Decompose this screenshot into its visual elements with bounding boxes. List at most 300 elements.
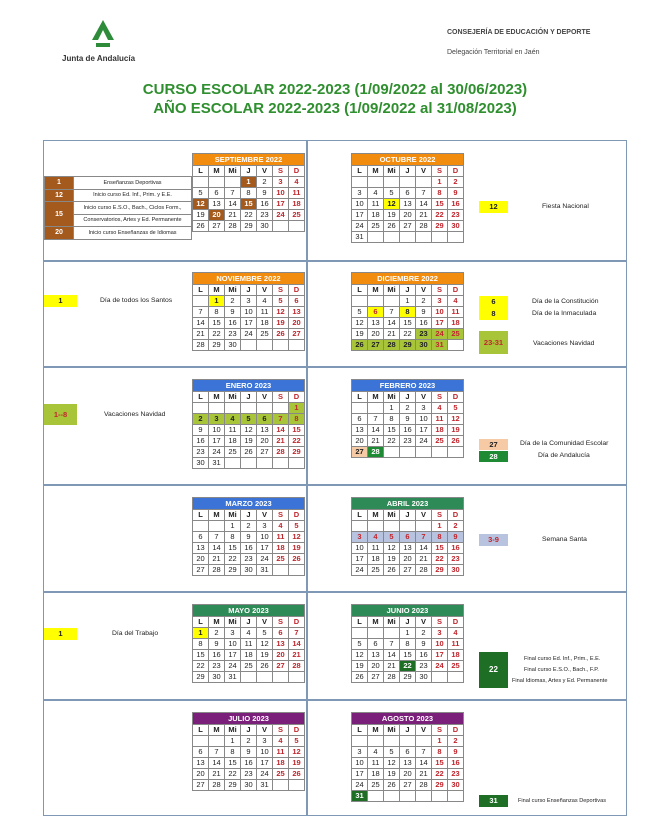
day-cell: 20 [257,436,273,447]
day-cell: 29 [225,565,241,576]
weekday-header: S [432,617,448,628]
day-cell: 17 [257,758,273,769]
day-cell: 5 [257,628,273,639]
day-cell: 29 [432,221,448,232]
day-cell: 22 [289,436,305,447]
day-cell: 7 [289,628,305,639]
weekday-header: M [209,285,225,296]
legend-number: 20 [45,227,74,240]
day-cell: 12 [241,425,257,436]
day-cell: 15 [193,650,209,661]
day-cell: 13 [400,199,416,210]
day-cell: 5 [289,521,305,532]
day-cell: 3 [432,628,448,639]
day-cell: 23 [448,769,464,780]
day-cell: 26 [273,329,289,340]
weekday-header: M [209,392,225,403]
day-cell: 4 [368,188,384,199]
day-cell: 6 [400,188,416,199]
day-cell: 15 [432,199,448,210]
day-cell: 17 [352,554,368,565]
day-cell: 11 [225,425,241,436]
event-badge: 3-9 [479,534,508,546]
weekday-header: J [241,725,257,736]
legend-number: 12 [45,189,74,202]
day-cell: 20 [193,769,209,780]
day-cell: 29 [432,565,448,576]
empty-cell [368,628,384,639]
day-cell: 7 [209,747,225,758]
empty-cell [368,736,384,747]
weekday-header: J [400,617,416,628]
day-cell: 9 [241,747,257,758]
day-cell: 8 [225,532,241,543]
weekday-header: Mi [225,510,241,521]
day-cell: 26 [384,565,400,576]
weekday-header: J [400,510,416,521]
day-cell: 6 [273,628,289,639]
weekday-header: V [416,510,432,521]
empty-cell [384,791,400,802]
day-cell: 30 [209,672,225,683]
day-cell: 21 [225,210,241,221]
empty-cell [448,672,464,683]
day-cell: 28 [209,780,225,791]
day-cell: 20 [400,769,416,780]
day-cell: 3 [257,736,273,747]
day-cell: 31 [257,780,273,791]
day-cell: 14 [384,650,400,661]
empty-cell [257,403,273,414]
weekday-header: S [273,510,289,521]
day-cell: 29 [193,672,209,683]
day-cell: 7 [384,639,400,650]
day-cell: 14 [225,199,241,210]
empty-cell [400,232,416,243]
day-cell: 9 [225,307,241,318]
event-badge: 1 [44,295,77,307]
empty-cell [193,521,209,532]
weekday-header: L [193,285,209,296]
day-cell: 30 [448,780,464,791]
day-cell: 29 [400,340,416,351]
day-cell: 10 [432,307,448,318]
day-cell: 10 [241,307,257,318]
day-cell: 22 [400,329,416,340]
day-cell: 30 [193,458,209,469]
legend-number: 1 [45,177,74,190]
day-cell: 15 [432,758,448,769]
day-cell: 12 [289,747,305,758]
weekday-header: J [241,285,257,296]
day-cell: 21 [416,554,432,565]
day-cell: 20 [352,436,368,447]
empty-cell [209,521,225,532]
day-cell: 20 [193,554,209,565]
empty-cell [241,672,257,683]
day-cell: 25 [257,329,273,340]
day-cell: 24 [352,565,368,576]
day-cell: 13 [273,639,289,650]
day-cell: 23 [400,436,416,447]
day-cell: 26 [384,780,400,791]
day-cell: 21 [193,329,209,340]
day-cell: 2 [257,177,273,188]
empty-cell [289,565,305,576]
empty-cell [448,791,464,802]
day-cell: 28 [368,447,384,458]
day-cell: 26 [257,661,273,672]
day-cell: 4 [448,296,464,307]
empty-cell [352,628,368,639]
day-cell: 18 [448,318,464,329]
day-cell: 22 [432,769,448,780]
day-cell: 18 [257,318,273,329]
empty-cell [273,221,289,232]
weekday-header: Mi [384,392,400,403]
day-cell: 12 [193,199,209,210]
weekday-header: Mi [225,392,241,403]
day-cell: 21 [273,436,289,447]
day-cell: 27 [400,221,416,232]
empty-cell [352,736,368,747]
event-label: Día de la Comunidad Escolar [520,440,609,447]
weekday-header: D [289,725,305,736]
day-cell: 24 [416,436,432,447]
day-cell: 12 [257,639,273,650]
day-cell: 31 [225,672,241,683]
day-cell: 13 [289,307,305,318]
weekday-header: S [273,166,289,177]
empty-cell [241,403,257,414]
day-cell: 31 [352,791,368,802]
day-cell: 28 [273,447,289,458]
day-cell: 24 [225,661,241,672]
event-label: Vacaciones Navidad [104,411,166,418]
month-title: JUNIO 2023 [352,605,464,617]
day-cell: 7 [368,414,384,425]
weekday-header: L [352,166,368,177]
day-cell: 25 [448,661,464,672]
day-cell: 15 [225,543,241,554]
day-cell: 20 [400,554,416,565]
day-cell: 10 [225,639,241,650]
day-cell: 2 [448,736,464,747]
day-cell: 28 [416,565,432,576]
empty-cell [400,736,416,747]
day-cell: 24 [257,554,273,565]
weekday-header: Mi [384,725,400,736]
day-cell: 18 [241,650,257,661]
day-cell: 18 [448,650,464,661]
weekday-header: S [432,510,448,521]
day-cell: 1 [400,296,416,307]
day-cell: 15 [241,199,257,210]
weekday-header: J [400,392,416,403]
weekday-header: M [368,510,384,521]
day-cell: 17 [416,425,432,436]
weekday-header: D [289,285,305,296]
day-cell: 7 [225,188,241,199]
event-label: Final curso Ed. Inf., Prim., E.E. [524,656,601,662]
day-cell: 5 [273,296,289,307]
day-cell: 14 [416,199,432,210]
weekday-header: M [368,617,384,628]
weekday-header: D [289,392,305,403]
day-cell: 1 [384,403,400,414]
month-title: DICIEMBRE 2022 [352,273,464,285]
day-cell: 16 [416,318,432,329]
weekday-header: V [257,617,273,628]
weekday-header: L [193,510,209,521]
day-cell: 27 [273,661,289,672]
weekday-header: J [400,166,416,177]
day-cell: 9 [241,532,257,543]
empty-cell [432,447,448,458]
day-cell: 11 [257,307,273,318]
day-cell: 26 [448,436,464,447]
day-cell: 23 [416,661,432,672]
empty-cell [273,403,289,414]
day-cell: 2 [448,521,464,532]
day-cell: 6 [352,414,368,425]
day-cell: 19 [289,543,305,554]
day-cell: 26 [241,447,257,458]
day-cell: 29 [209,340,225,351]
day-cell: 14 [368,425,384,436]
weekday-header: M [368,285,384,296]
day-cell: 28 [193,340,209,351]
weekday-header: V [257,392,273,403]
day-cell: 8 [384,414,400,425]
empty-cell [400,447,416,458]
day-cell: 21 [209,769,225,780]
day-cell: 11 [448,307,464,318]
weekday-header: D [448,617,464,628]
day-cell: 13 [257,425,273,436]
weekday-header: M [368,392,384,403]
day-cell: 1 [432,177,448,188]
day-cell: 8 [193,639,209,650]
day-cell: 4 [241,628,257,639]
day-cell: 12 [448,414,464,425]
day-cell: 26 [193,221,209,232]
day-cell: 23 [448,210,464,221]
event-label: Final Idiomas, Artes y Ed. Permanente [512,678,608,684]
weekday-header: S [432,166,448,177]
weekday-header: Mi [384,617,400,628]
event-label: Final curso Enseñanzas Deportivas [518,798,606,804]
day-cell: 26 [352,672,368,683]
event-label: Final curso E.S.O., Bach., F.P. [524,667,599,673]
calendar-september [192,153,305,232]
weekday-header: S [273,617,289,628]
day-cell: 2 [225,296,241,307]
weekday-header: V [416,285,432,296]
day-cell: 24 [432,329,448,340]
day-cell: 4 [432,403,448,414]
day-cell: 4 [448,628,464,639]
empty-cell [384,232,400,243]
day-cell: 18 [225,436,241,447]
day-cell: 9 [209,639,225,650]
day-cell: 21 [368,436,384,447]
day-cell: 8 [400,307,416,318]
weekday-header: V [257,285,273,296]
page-subtitle: AÑO ESCOLAR 2022-2023 (1/09/2022 al 31/08/2023) [153,100,517,117]
day-cell: 5 [448,403,464,414]
day-cell: 16 [209,650,225,661]
day-cell: 4 [368,747,384,758]
day-cell: 22 [225,554,241,565]
day-cell: 3 [416,403,432,414]
weekday-header: Mi [225,617,241,628]
day-cell: 17 [225,650,241,661]
day-cell: 2 [448,177,464,188]
day-cell: 28 [416,221,432,232]
month-title: AGOSTO 2023 [352,713,464,725]
day-cell: 27 [193,565,209,576]
weekday-header: J [400,725,416,736]
empty-cell [400,521,416,532]
day-cell: 25 [368,221,384,232]
weekday-header: L [193,166,209,177]
day-cell: 13 [400,758,416,769]
day-cell: 27 [368,340,384,351]
weekday-header: J [241,617,257,628]
day-cell: 16 [241,543,257,554]
legend-text: Conservatorios, Artes y Ed. Permanente [74,214,192,227]
day-cell: 13 [368,318,384,329]
day-cell: 9 [193,425,209,436]
empty-cell [352,177,368,188]
day-cell: 29 [241,221,257,232]
day-cell: 17 [241,318,257,329]
day-cell: 2 [416,628,432,639]
event-label: Día de Andalucía [538,452,590,459]
day-cell: 20 [209,210,225,221]
day-cell: 27 [400,780,416,791]
event-badge: 1 [44,628,77,640]
day-cell: 27 [400,565,416,576]
day-cell: 28 [416,780,432,791]
day-cell: 13 [209,199,225,210]
empty-cell [384,177,400,188]
day-cell: 5 [289,736,305,747]
day-cell: 23 [241,769,257,780]
day-cell: 6 [193,532,209,543]
weekday-header: M [209,510,225,521]
event-badge: 27 [479,439,508,450]
day-cell: 28 [289,661,305,672]
empty-cell [209,177,225,188]
day-cell: 5 [384,747,400,758]
day-cell: 16 [193,436,209,447]
legend-text: Inicio curso Ed. Inf., Prim. y E.E. [74,189,192,202]
day-cell: 3 [273,177,289,188]
day-cell: 5 [193,188,209,199]
day-cell: 10 [257,532,273,543]
day-cell: 8 [432,532,448,543]
empty-cell [416,736,432,747]
weekday-header: L [352,725,368,736]
empty-cell [289,340,305,351]
day-cell: 12 [273,307,289,318]
day-cell: 7 [384,307,400,318]
weekday-header: D [289,510,305,521]
weekday-header: L [352,392,368,403]
legend-text: Inicio curso E.S.O., Bach., Ciclos Form., [74,202,192,215]
event-badge: 6 [479,296,508,308]
day-cell: 6 [257,414,273,425]
day-cell: 14 [273,425,289,436]
day-cell: 19 [289,758,305,769]
day-cell: 24 [257,769,273,780]
weekday-header: V [416,725,432,736]
day-cell: 18 [432,425,448,436]
day-cell: 14 [209,758,225,769]
weekday-header: D [448,285,464,296]
day-cell: 24 [352,780,368,791]
day-cell: 15 [384,425,400,436]
day-cell: 8 [432,747,448,758]
day-cell: 30 [448,565,464,576]
empty-cell [289,458,305,469]
empty-cell [241,458,257,469]
day-cell: 17 [352,769,368,780]
event-label: Día del Trabajo [112,630,159,637]
day-cell: 18 [368,769,384,780]
weekday-header: M [368,166,384,177]
empty-cell [368,232,384,243]
empty-cell [225,177,241,188]
day-cell: 28 [209,565,225,576]
month-title: NOVIEMBRE 2022 [193,273,305,285]
day-cell: 8 [209,307,225,318]
day-cell: 22 [400,661,416,672]
weekday-header: J [241,510,257,521]
legend-number: 15 [45,202,74,227]
day-cell: 3 [209,414,225,425]
calendar-may [192,604,305,683]
day-cell: 6 [209,188,225,199]
day-cell: 9 [448,747,464,758]
day-cell: 1 [241,177,257,188]
department-name: CONSEJERÍA DE EDUCACIÓN Y DEPORTE [447,29,591,36]
empty-cell [225,458,241,469]
day-cell: 16 [225,318,241,329]
day-cell: 1 [432,521,448,532]
day-cell: 10 [273,188,289,199]
weekday-header: S [432,285,448,296]
day-cell: 25 [289,210,305,221]
event-badge: 22 [479,652,508,688]
day-cell: 17 [257,543,273,554]
empty-cell [257,458,273,469]
calendar-february [351,379,464,458]
month-title: MARZO 2023 [193,498,305,510]
day-cell: 15 [289,425,305,436]
day-cell: 4 [225,414,241,425]
month-title: ENERO 2023 [193,380,305,392]
day-cell: 26 [384,221,400,232]
weekday-header: Mi [384,166,400,177]
day-cell: 22 [384,436,400,447]
event-label: Fiesta Nacional [542,203,589,210]
day-cell: 8 [432,188,448,199]
weekday-header: D [448,725,464,736]
day-cell: 15 [225,758,241,769]
